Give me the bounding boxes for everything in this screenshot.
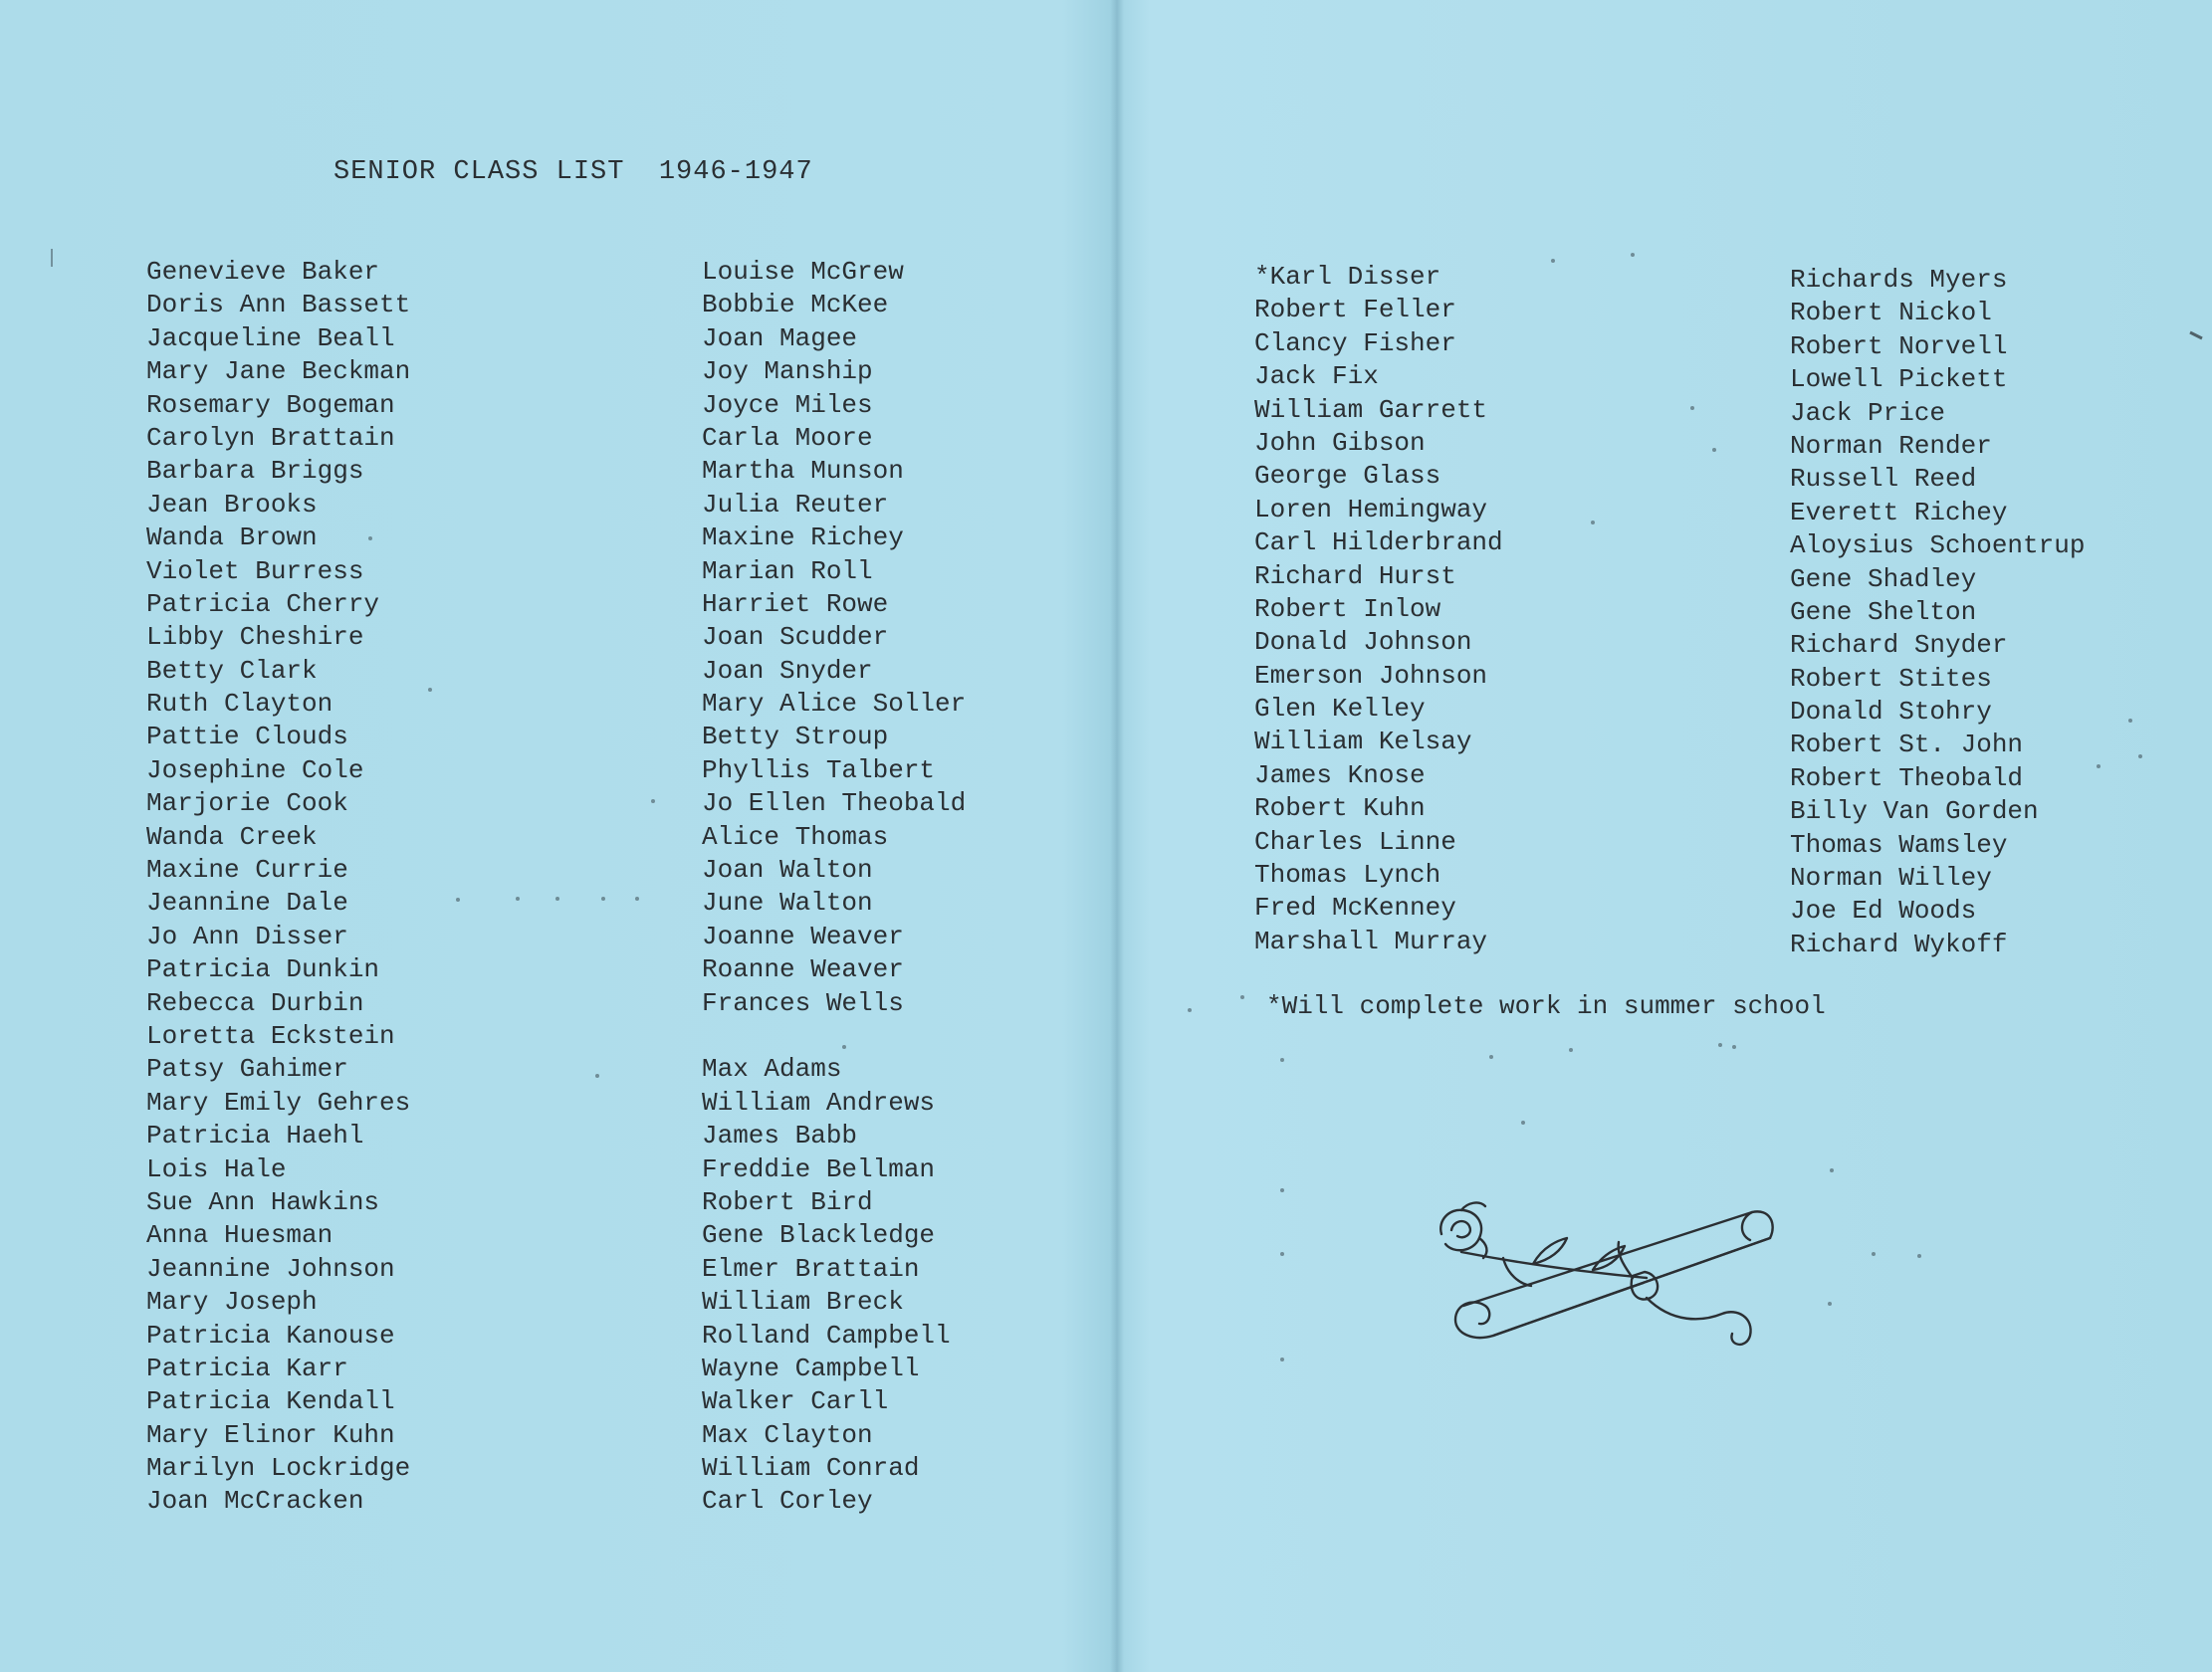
student-name: Ruth Clayton — [146, 689, 333, 720]
student-name: Patricia Karr — [146, 1353, 348, 1383]
student-name: William Kelsay — [1254, 727, 1472, 757]
student-name: Loren Hemingway — [1254, 494, 1488, 524]
student-name: Carl Hilderbrand — [1254, 527, 1503, 558]
student-name: John Gibson — [1254, 427, 1426, 458]
student-name: Phyllis Talbert — [702, 754, 936, 785]
student-name: Gene Blackledge — [702, 1220, 936, 1251]
student-name: Mary Jane Beckman — [146, 356, 411, 387]
student-name: *Karl Disser — [1254, 262, 1441, 292]
student-name: Maxine Richey — [702, 522, 904, 553]
student-name: Julia Reuter — [702, 489, 889, 520]
student-name: Patricia Haehl — [146, 1121, 364, 1151]
name-column-1 — [146, 256, 410, 1519]
student-name: Emerson Johnson — [1254, 660, 1488, 691]
student-name: Rolland Campbell — [702, 1320, 951, 1351]
student-name: Marian Roll — [702, 555, 873, 586]
student-name: Richard Wykoff — [1790, 929, 2008, 959]
student-name: Patricia Kendall — [146, 1386, 395, 1417]
student-name: Max Clayton — [702, 1419, 873, 1450]
student-name: Jo Ellen Theobald — [702, 788, 967, 819]
student-name: Lois Hale — [146, 1153, 287, 1184]
student-name: Jo Ann Disser — [146, 921, 348, 951]
student-name: Loretta Eckstein — [146, 1020, 395, 1051]
student-name: William Conrad — [702, 1453, 920, 1484]
student-name: Joan Snyder — [702, 655, 873, 686]
student-name: William Andrews — [702, 1087, 936, 1118]
student-name: Carolyn Brattain — [146, 422, 395, 453]
student-name: Patsy Gahimer — [146, 1054, 348, 1085]
group-spacer — [702, 1020, 966, 1053]
student-name: Joe Ed Woods — [1790, 896, 1977, 927]
student-name: Harriet Rowe — [702, 588, 889, 619]
footnote: *Will complete work in summer school — [1266, 991, 1826, 1021]
student-name: Violet Burress — [146, 555, 364, 586]
student-name: Mary Alice Soller — [702, 689, 967, 720]
student-name: Rebecca Durbin — [146, 987, 364, 1018]
student-name: Thomas Wamsley — [1790, 829, 2008, 860]
student-name: Mary Joseph — [146, 1287, 318, 1318]
student-name: Wanda Creek — [146, 821, 318, 852]
student-name: Anna Huesman — [146, 1220, 333, 1251]
student-name: Jack Fix — [1254, 361, 1379, 392]
student-name: Carla Moore — [702, 422, 873, 453]
student-name: Donald Johnson — [1254, 627, 1472, 658]
student-name: Jean Brooks — [146, 489, 318, 520]
student-name: Barbara Briggs — [146, 456, 364, 487]
student-name: Lowell Pickett — [1790, 364, 2008, 395]
student-name: Everett Richey — [1790, 497, 2008, 527]
student-name: Marjorie Cook — [146, 788, 348, 819]
student-name: Frances Wells — [702, 987, 904, 1018]
student-name: Fred McKenney — [1254, 893, 1456, 924]
student-name: Joan Walton — [702, 855, 873, 886]
student-name: Clancy Fisher — [1254, 327, 1456, 358]
student-name: Patricia Cherry — [146, 588, 380, 619]
student-name: Patricia Kanouse — [146, 1320, 395, 1351]
student-name: Joanne Weaver — [702, 921, 904, 951]
student-name: Sue Ann Hawkins — [146, 1186, 380, 1217]
student-name: Marilyn Lockridge — [146, 1453, 411, 1484]
student-name: William Garrett — [1254, 394, 1488, 425]
student-name: Betty Clark — [146, 655, 318, 686]
student-name: Richard Snyder — [1790, 630, 2008, 661]
student-name: Pattie Clouds — [146, 722, 348, 752]
student-name: Marshall Murray — [1254, 926, 1488, 956]
student-name: Joan Magee — [702, 322, 858, 353]
student-name: Mary Emily Gehres — [146, 1087, 411, 1118]
student-name: Joan Scudder — [702, 622, 889, 653]
student-name: Robert Inlow — [1254, 593, 1441, 624]
student-name: Wayne Campbell — [702, 1353, 920, 1383]
diploma-scroll-with-rose-icon — [1434, 1194, 1802, 1354]
student-name: Norman Willey — [1790, 863, 1992, 894]
student-name: Robert Feller — [1254, 295, 1456, 325]
student-name: Glen Kelley — [1254, 694, 1426, 725]
student-name: Russell Reed — [1790, 464, 1977, 495]
student-name: Joan McCracken — [146, 1486, 364, 1517]
student-name: Libby Cheshire — [146, 622, 364, 653]
student-name: Billy Van Gorden — [1790, 796, 2039, 827]
student-name: Joy Manship — [702, 356, 873, 387]
student-name: George Glass — [1254, 461, 1441, 492]
center-fold — [1110, 0, 1124, 1672]
student-name: Mary Elinor Kuhn — [146, 1419, 395, 1450]
student-name: Doris Ann Bassett — [146, 290, 411, 320]
student-name: Robert Kuhn — [1254, 793, 1426, 824]
student-name: Norman Render — [1790, 430, 1992, 461]
student-name: Gene Shelton — [1790, 596, 1977, 627]
student-name: June Walton — [702, 888, 873, 919]
student-name: Elmer Brattain — [702, 1253, 920, 1284]
name-column-2 — [702, 256, 966, 1519]
student-name: Thomas Lynch — [1254, 860, 1441, 891]
student-name: Bobbie McKee — [702, 290, 889, 320]
student-name: Gene Shadley — [1790, 563, 1977, 594]
student-name: Charles Linne — [1254, 826, 1456, 857]
student-name: Maxine Currie — [146, 855, 348, 886]
student-name: Jacqueline Beall — [146, 322, 395, 353]
student-name: Walker Carll — [702, 1386, 889, 1417]
student-name: Wanda Brown — [146, 522, 318, 553]
student-name: Josephine Cole — [146, 754, 364, 785]
name-column-3 — [1254, 261, 1503, 958]
student-name: Jeannine Dale — [146, 888, 348, 919]
student-name: Freddie Bellman — [702, 1153, 936, 1184]
student-name: Robert St. John — [1790, 730, 2024, 760]
student-name: Donald Stohry — [1790, 697, 1992, 728]
student-name: Patricia Dunkin — [146, 954, 380, 985]
student-name: Rosemary Bogeman — [146, 389, 395, 420]
student-name: Robert Nickol — [1790, 298, 1992, 328]
student-name: Jeannine Johnson — [146, 1253, 395, 1284]
student-name: Jack Price — [1790, 397, 1946, 428]
student-name: James Babb — [702, 1121, 858, 1151]
student-name: Joyce Miles — [702, 389, 873, 420]
student-name: Robert Stites — [1790, 663, 1992, 694]
student-name: Richards Myers — [1790, 265, 2008, 295]
student-name: Betty Stroup — [702, 722, 889, 752]
student-name: James Knose — [1254, 759, 1426, 790]
student-name: Louise McGrew — [702, 257, 904, 287]
student-name: Carl Corley — [702, 1486, 873, 1517]
student-name: Max Adams — [702, 1054, 842, 1085]
student-name: Martha Munson — [702, 456, 904, 487]
student-name: Richard Hurst — [1254, 560, 1456, 591]
student-name: Robert Theobald — [1790, 762, 2024, 793]
student-name: Roanne Weaver — [702, 954, 904, 985]
page-title: SENIOR CLASS LIST 1946-1947 — [333, 157, 813, 187]
student-name: Alice Thomas — [702, 821, 889, 852]
student-name: Genevieve Baker — [146, 257, 380, 287]
student-name: Robert Norvell — [1790, 330, 2008, 361]
student-name: William Breck — [702, 1287, 904, 1318]
student-name: Aloysius Schoentrup — [1790, 530, 2086, 561]
name-column-4 — [1790, 264, 2085, 961]
student-name: Robert Bird — [702, 1186, 873, 1217]
